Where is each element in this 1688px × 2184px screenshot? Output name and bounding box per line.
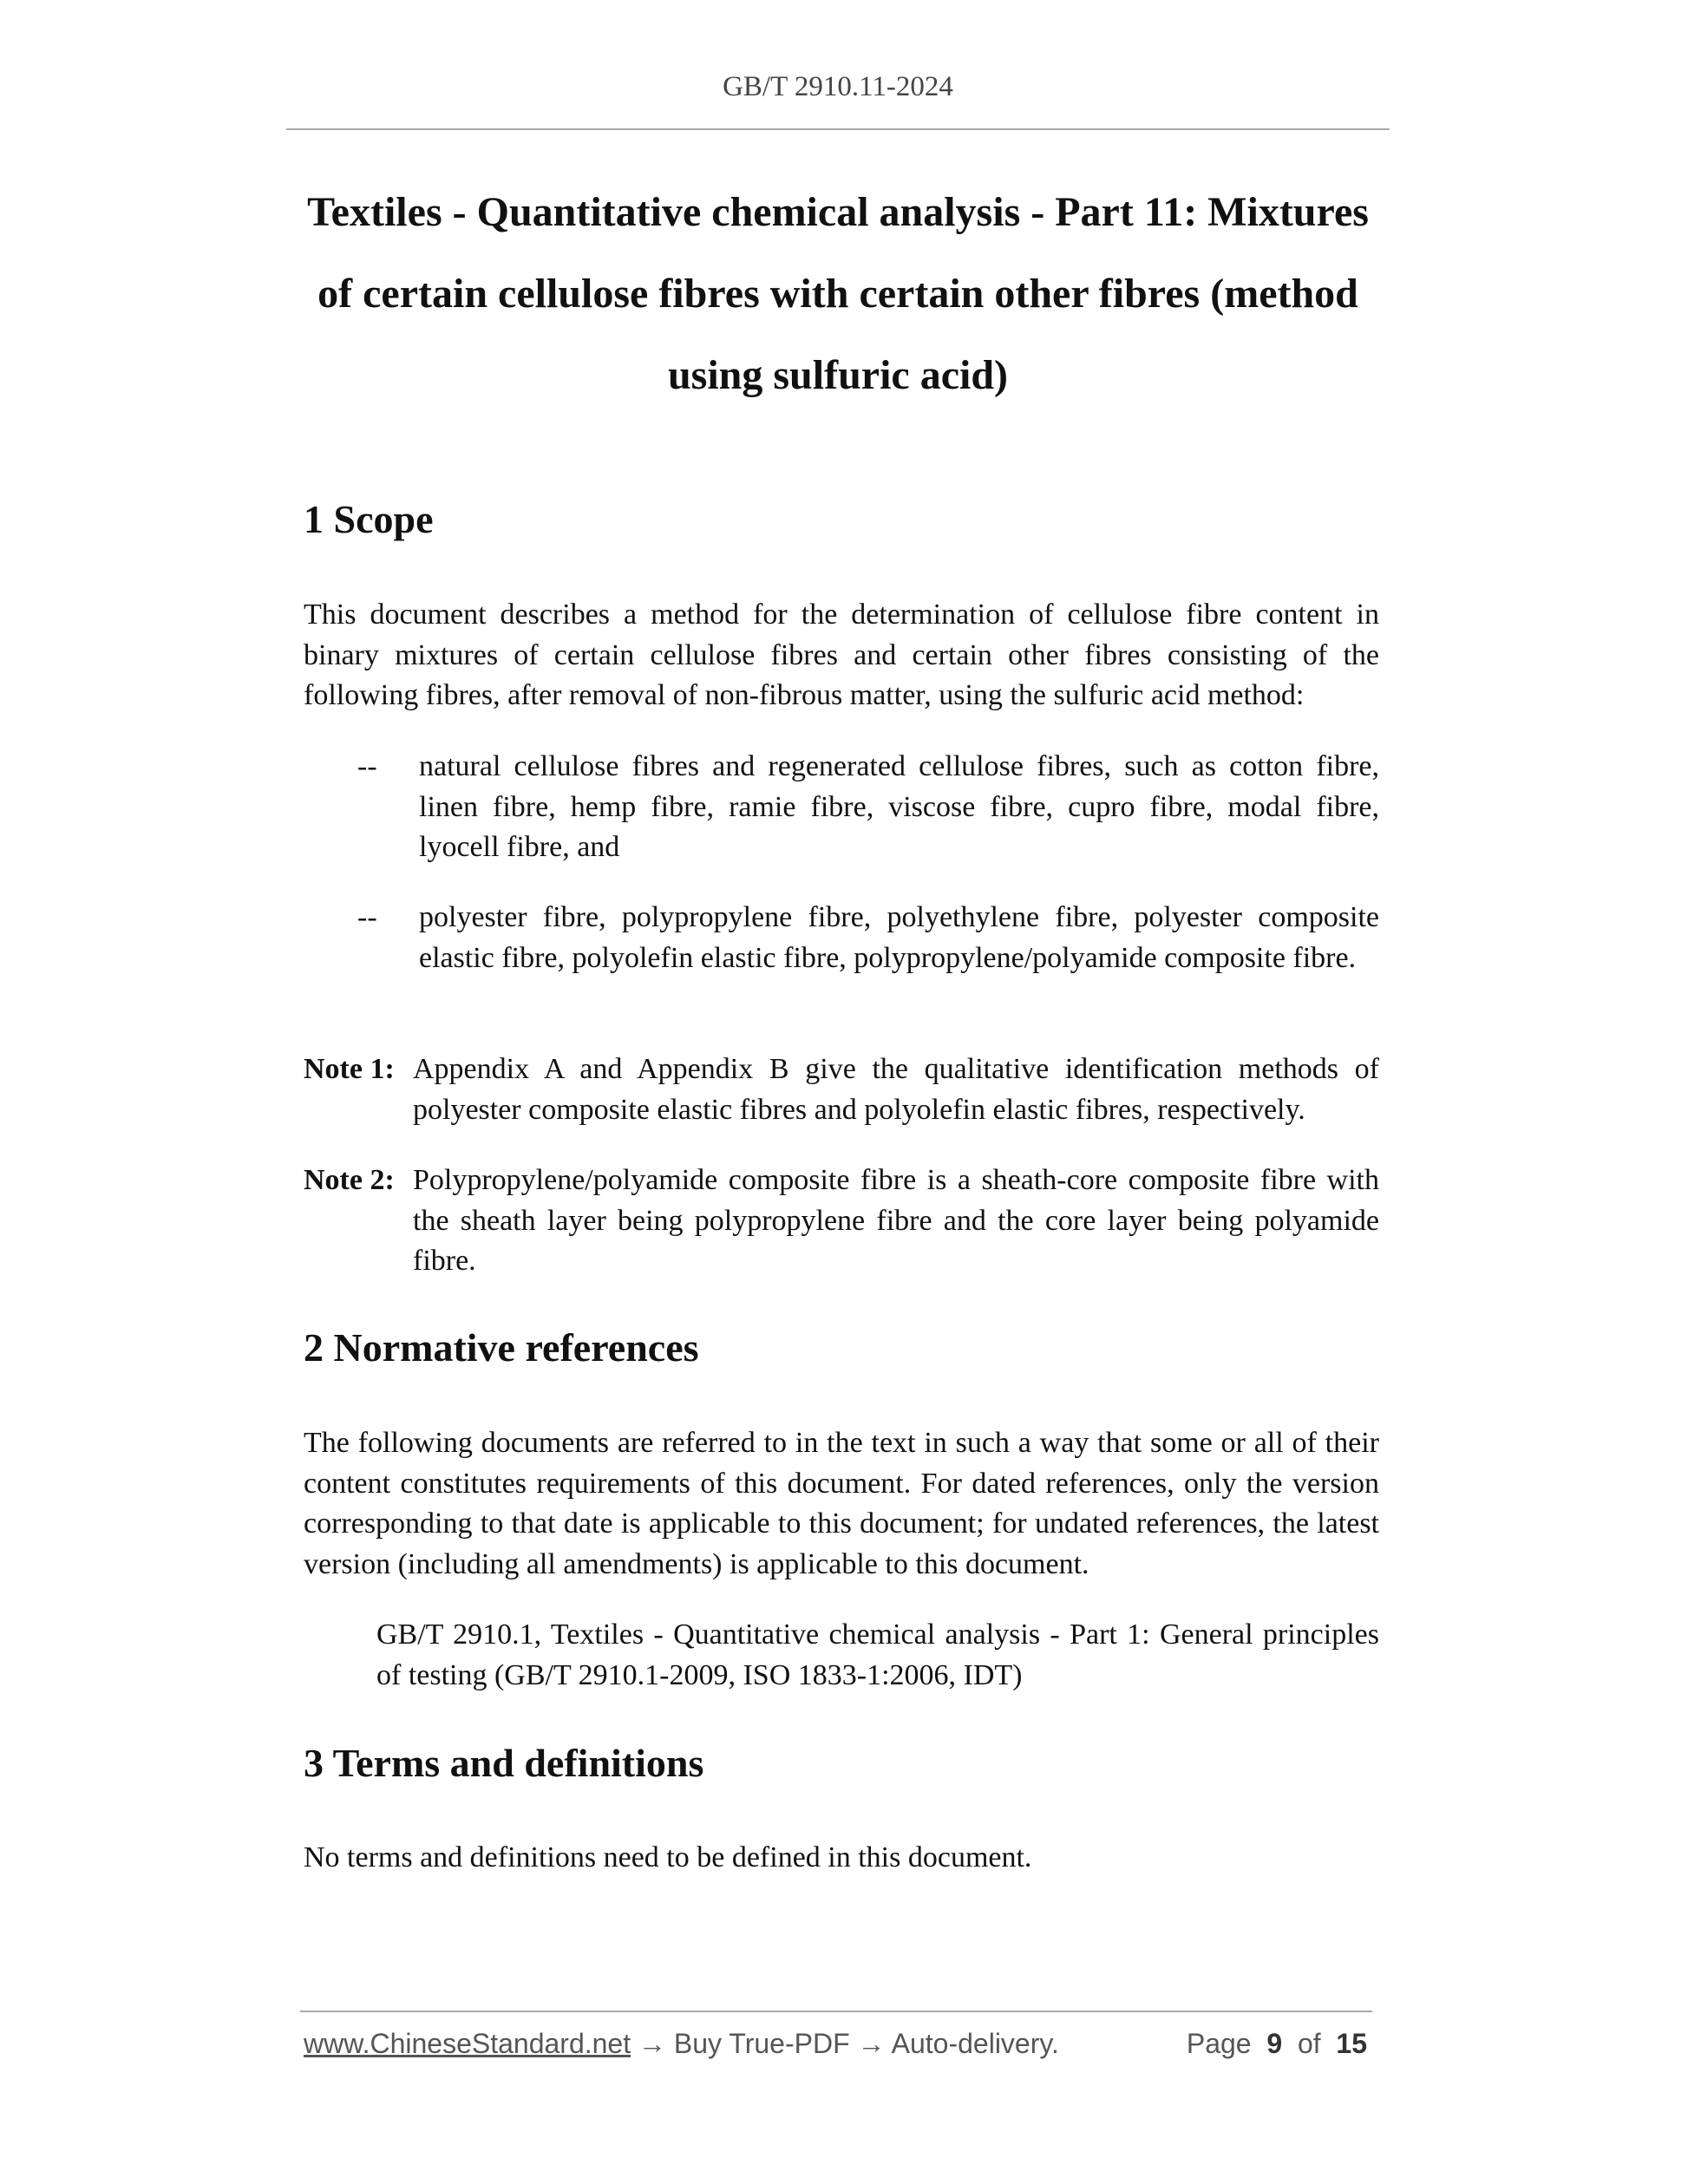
document-title — [286, 172, 1390, 416]
note-2 — [304, 1161, 1379, 1282]
bullet-marker: -- — [357, 901, 377, 933]
running-header: GB/T 2910.11-2024 — [723, 71, 953, 102]
bullet-text: natural cellulose fibres and regenerated cellulose fibres, such as cotton fibre, linen fibre, hemp fibre, ramie fibre, viscose fibre, cupro fibre, modal fibre, lyocell fibre, and — [419, 750, 1379, 863]
footer-divider — [300, 2011, 1372, 2012]
page-footer — [304, 2028, 1372, 2066]
section-heading-normative-references: 2 Normative references — [304, 1325, 699, 1370]
note-text: Polypropylene/polyamide composite fibre is a sheath-core composite fibre with the sheath layer being polypropylene fibre and the core layer being polyamide fibre. — [413, 1164, 1379, 1277]
list-item — [304, 898, 1379, 978]
page-of: of — [1297, 2028, 1321, 2059]
list-item — [304, 747, 1379, 868]
note-label: Note 2: — [304, 1164, 395, 1196]
section-heading-scope: 1 Scope — [304, 497, 434, 541]
page-current: 9 — [1266, 2028, 1283, 2059]
bullet-text: polyester fibre, polypropylene fibre, polyethylene fibre, polyester composite elastic fibre, polyolefin elastic fibre, polypropylene/polyamide composite fibre. — [419, 901, 1379, 974]
buy-text: Buy True-PDF — [673, 2028, 850, 2059]
page-label: Page — [1186, 2028, 1252, 2059]
delivery-text: Auto-delivery. — [891, 2028, 1059, 2059]
terms-paragraph: No terms and definitions need to be defined in this document. — [304, 1841, 1032, 1873]
page-indicator — [1187, 2028, 1367, 2060]
title-line-1: Textiles - Quantitative chemical analysis - Part 11: Mixtures — [307, 189, 1369, 235]
title-line-3: using sulfuric acid) — [667, 352, 1009, 398]
note-text: Appendix A and Appendix B give the qualitative identification methods of polyester composite elastic fibres and polyolefin elastic fibres, respectively. — [413, 1053, 1379, 1126]
title-line-2: of certain cellulose fibres with certain other fibres (method — [317, 271, 1358, 317]
page-total: 15 — [1336, 2028, 1367, 2059]
arrow-icon: → — [631, 2028, 674, 2059]
note-label: Note 1: — [304, 1053, 395, 1085]
site-link[interactable]: www.ChineseStandard.net — [304, 2028, 631, 2059]
note-1 — [304, 1049, 1379, 1130]
scope-intro-paragraph: This document describes a method for the determination of cellulose fibre content in binary mixtures of certain cellulose fibres and certain other fibres consisting of the following fibres, after removal of non-fibrous matter, using the sulfuric acid method: — [304, 598, 1379, 711]
reference-entry: GB/T 2910.1, Textiles - Quantitative chemical analysis - Part 1: General principles of testing (GB/T 2910.1-2009, ISO 1833-1:2006, IDT) — [376, 1618, 1379, 1691]
header-divider — [286, 128, 1390, 130]
arrow-icon: → — [849, 2028, 892, 2059]
bullet-marker: -- — [357, 750, 377, 782]
section-heading-terms-and-definitions: 3 Terms and definitions — [304, 1741, 704, 1785]
normative-references-paragraph: The following documents are referred to in the text in such a way that some or all of their content constitutes requirements of this document. For dated references, only the version corresponding to that date is applicable to this document; for undated references, the latest version (including all amendments) is applicable to this document. — [304, 1427, 1379, 1580]
